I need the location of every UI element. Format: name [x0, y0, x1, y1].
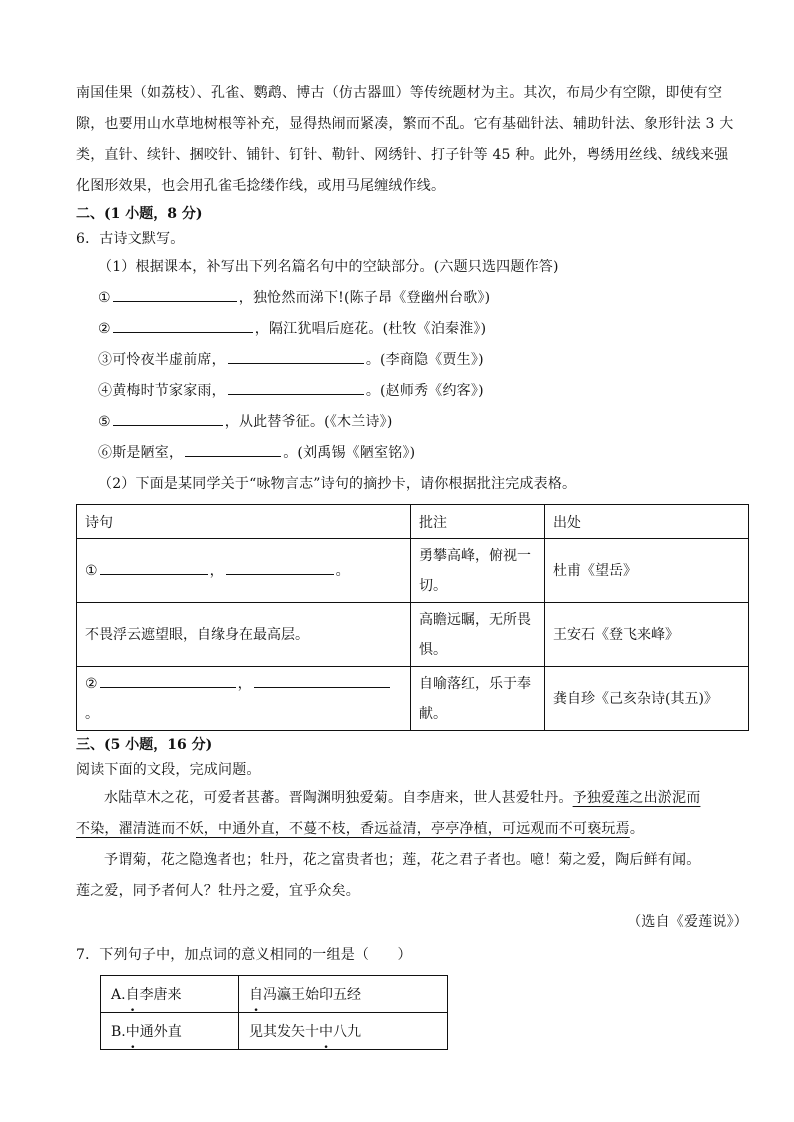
answer-blank[interactable]: [100, 669, 236, 688]
fill-item-6: [76, 438, 748, 469]
section-3-heading: 三、(5 小题，16 分): [76, 737, 213, 753]
item-text: ，独怆然而涕下!(陈子昂《登幽州台歌》): [238, 290, 491, 306]
dotted-word: 中: [125, 1024, 140, 1040]
source-cell: 杜甫《望岳》: [545, 539, 749, 603]
answer-blank[interactable]: [226, 556, 334, 575]
option-row-b[interactable]: [101, 1013, 448, 1050]
question-7-title: 7．下列句子中，加点词的意义相同的一组是（ ）: [76, 947, 412, 963]
question-6-part2-intro: （2）下面是某同学关于“咏物言志”诗句的摘抄卡，请你根据批注完成表格。: [98, 476, 577, 492]
answer-blank[interactable]: [254, 669, 390, 688]
passage-text: 。: [629, 821, 645, 837]
item-number: ②: [98, 321, 111, 337]
verse-cell: ② ，。: [77, 667, 411, 731]
item-text: 。(刘禹锡《陋室铭》): [283, 445, 416, 461]
item-text-before: 斯是陋室，: [112, 445, 184, 461]
fill-item-4: [76, 376, 748, 407]
option-a-left: A.自李唐来: [101, 976, 239, 1013]
answer-blank[interactable]: [185, 438, 281, 457]
answer-blank[interactable]: [113, 314, 253, 333]
answer-blank[interactable]: [113, 283, 237, 302]
document-page: [76, 78, 748, 1050]
passage-paragraph-1-line-1: [76, 783, 748, 814]
note-cell: 高瞻远瞩，无所畏惧。: [411, 603, 545, 667]
table-row: [77, 667, 749, 731]
passage-paragraph-2-line-1: 予谓菊，花之隐逸者也；牡丹，花之富贵者也；莲，花之君子者也。噫！菊之爱，陶后鲜有闻。: [104, 852, 701, 868]
header-source: 出处: [545, 505, 749, 539]
intro-line-2: 隙，也要用山水草地树根等补充，显得热闹而紧凑，繁而不乱。它有基础针法、辅助针法、象形针法 3 大: [76, 116, 734, 132]
dotted-word: 中: [319, 1024, 333, 1040]
option-b-left: B.中通外直: [101, 1013, 239, 1050]
option-a-right: 自冯瀛王始印五经: [239, 976, 448, 1013]
item-number: ⑤: [98, 414, 111, 430]
passage-source: （选自《爱莲说》）: [627, 914, 748, 930]
question-6-part1-intro: （1）根据课本，补写出下列名篇名句中的空缺部分。(六题只选四题作答): [98, 259, 559, 275]
dotted-word: 自: [125, 987, 140, 1003]
passage-text: 水陆草木之花，可爱者甚蕃。晋陶渊明独爱菊。自李唐来，世人甚爱牡丹。: [104, 790, 573, 806]
table-header-row: [77, 505, 749, 539]
answer-blank[interactable]: [228, 376, 364, 395]
intro-line-4: 化图形效果，也会用孔雀毛捻缕作线，或用马尾缠绒作线。: [76, 178, 446, 194]
underlined-passage: 不染，濯清涟而不妖，中通外直，不蔓不枝，香远益清，亭亭净植，可远观而不可亵玩焉: [76, 821, 630, 837]
verse-number: ①: [85, 562, 98, 579]
underlined-passage: 予独爱莲之出淤泥而: [572, 790, 701, 806]
header-verse: 诗句: [77, 505, 411, 539]
item-number: ③: [98, 352, 113, 368]
fill-item-5: [76, 407, 748, 438]
question-6-title: 6．古诗文默写。: [76, 231, 185, 247]
item-text: 。(赵师秀《约客》): [365, 383, 484, 399]
passage-paragraph-1-line-2: [76, 814, 748, 845]
item-number: ①: [98, 290, 111, 306]
passage-paragraph-2-line-2: 莲之爱，同予者何人？牡丹之爱，宜乎众矣。: [76, 883, 360, 899]
item-number: ④: [98, 383, 113, 399]
option-b-right: 见其发矢十中八九: [239, 1013, 448, 1050]
section-2-heading: 二、(1 小题，8 分): [76, 206, 203, 222]
verse-number: ②: [85, 675, 98, 692]
item-number: ⑥: [98, 445, 113, 461]
intro-line-1: 南国佳果（如荔枝）、孔雀、鹦鹉、博古（仿古器皿）等传统题材为主。其次，布局少有空隙，即使有空: [76, 85, 723, 101]
question-7-options-table: [100, 975, 448, 1050]
item-text-before: 可怜夜半虚前席，: [112, 352, 226, 368]
fill-item-3: [76, 345, 748, 376]
verse-cell: ① ， 。: [77, 539, 411, 603]
table-row: [77, 539, 749, 603]
item-text: 。(李商隐《贾生》): [365, 352, 484, 368]
poetry-card-table: [76, 504, 749, 731]
source-cell: 王安石《登飞来峰》: [545, 603, 749, 667]
table-row: [77, 603, 749, 667]
option-row-a[interactable]: [101, 976, 448, 1013]
source-cell: 龚自珍《己亥杂诗(其五)》: [545, 667, 749, 731]
item-text: ，隔江犹唱后庭花。(杜牧《泊秦淮》): [254, 321, 487, 337]
answer-blank[interactable]: [100, 556, 208, 575]
verse-cell: 不畏浮云遮望眼，自缘身在最高层。: [77, 603, 411, 667]
header-note: 批注: [411, 505, 545, 539]
fill-item-2: [76, 314, 748, 345]
answer-blank[interactable]: [113, 407, 223, 426]
section-3-intro: 阅读下面的文段，完成问题。: [76, 762, 261, 778]
note-cell: 勇攀高峰，俯视一切。: [411, 539, 545, 603]
item-text-before: 黄梅时节家家雨，: [112, 383, 226, 399]
dotted-word: 自: [249, 987, 263, 1003]
note-cell: 自喻落红，乐于奉献。: [411, 667, 545, 731]
item-text: ，从此替爷征。(《木兰诗》): [224, 414, 393, 430]
intro-line-3: 类，直针、续针、捆咬针、铺针、钉针、勒针、网绣针、打子针等 45 种。此外，粤绣用丝线、绒线来强: [76, 147, 729, 163]
answer-blank[interactable]: [228, 345, 364, 364]
fill-item-1: [76, 283, 748, 314]
